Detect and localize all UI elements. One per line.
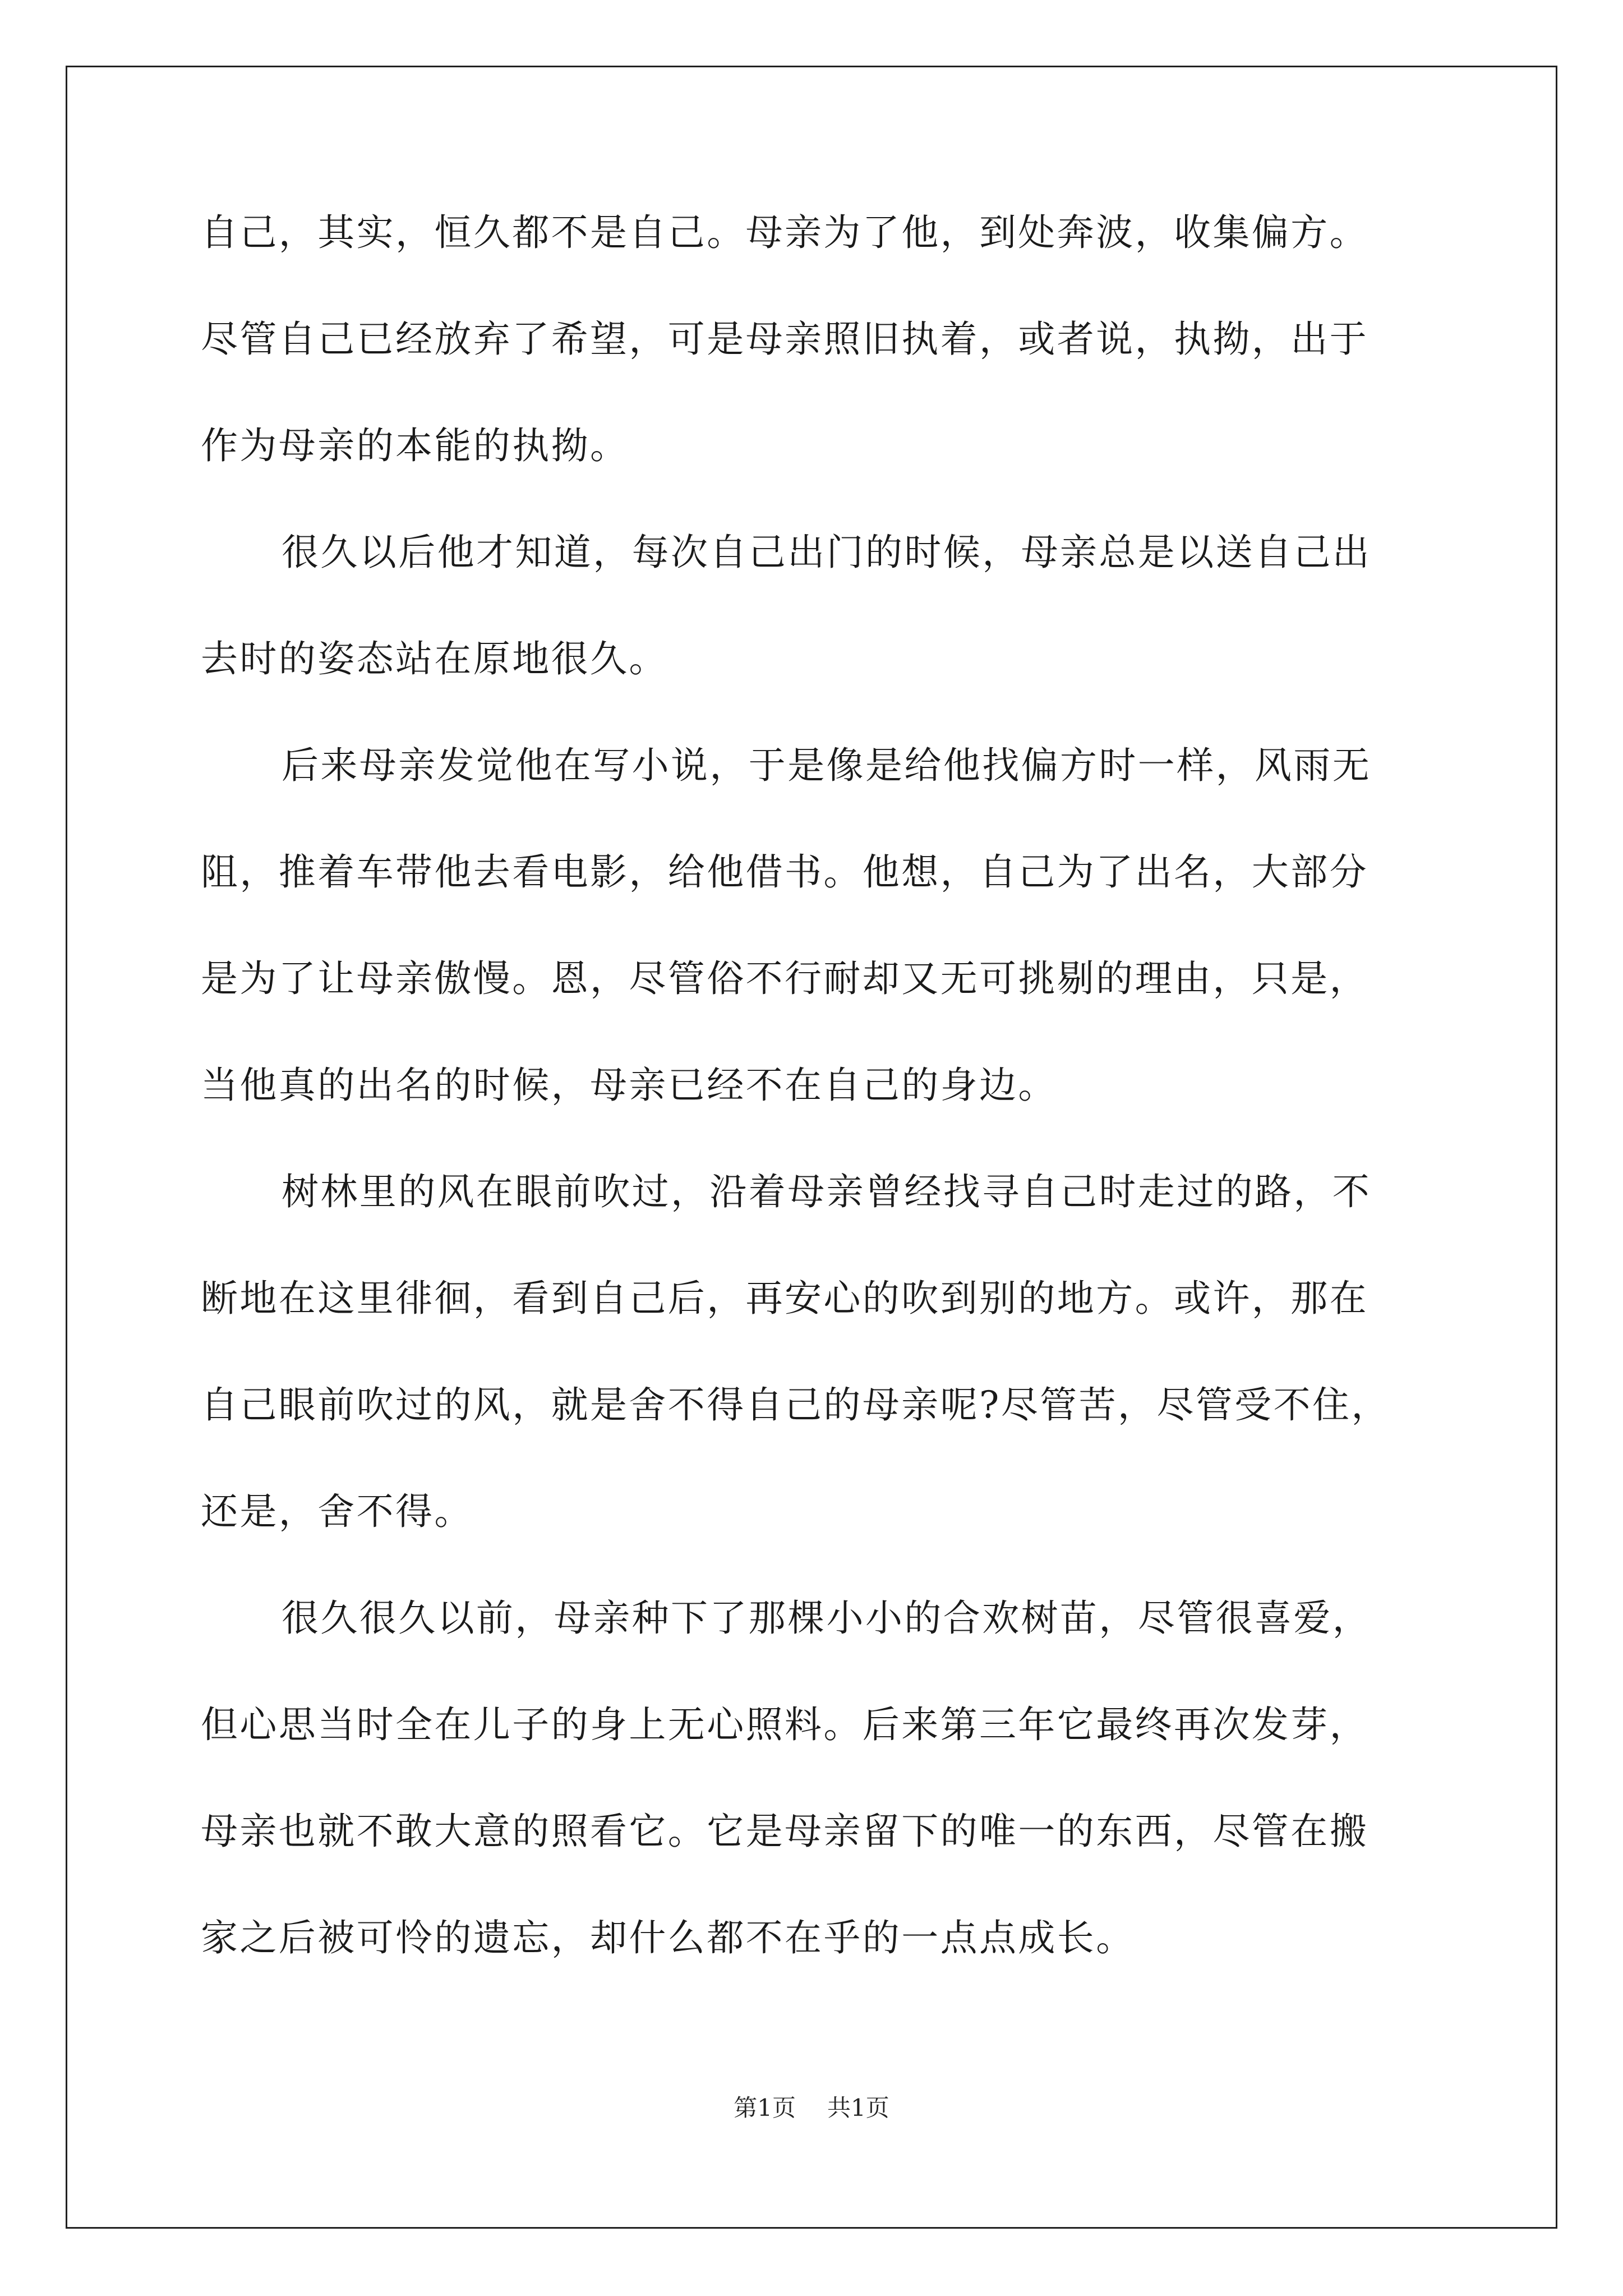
page-number-current: 第1页 xyxy=(734,2094,796,2122)
text-line: 阻，推着车带他去看电影，给他借书。他想，自己为了出名，大部分 xyxy=(201,850,1368,894)
text-line: 断地在这里徘徊，看到自己后，再安心的吹到别的地方。或许，那在 xyxy=(201,1277,1368,1320)
text-line: 很久以后他才知道，每次自己出门的时候，母亲总是以送自己出 xyxy=(282,531,1372,574)
text-line: 还是，舍不得。 xyxy=(201,1490,473,1533)
text-line: 尽管自己已经放弃了希望，可是母亲照旧执着，或者说，执拗，出于 xyxy=(201,318,1368,361)
text-line: 树林里的风在眼前吹过，沿着母亲曾经找寻自己时走过的路，不 xyxy=(282,1170,1372,1213)
text-line: 母亲也就不敢大意的照看它。它是母亲留下的唯一的东西，尽管在搬 xyxy=(201,1810,1368,1853)
text-line: 当他真的出名的时候，母亲已经不在自己的身边。 xyxy=(201,1064,1057,1107)
text-line: 但心思当时全在儿子的身上无心照料。后来第三年它最终再次发芽， xyxy=(201,1703,1368,1746)
page-number-total: 共1页 xyxy=(827,2094,889,2122)
page-footer xyxy=(0,2090,1623,2123)
text-line: 后来母亲发觉他在写小说，于是像是给他找偏方时一样，风雨无 xyxy=(282,744,1372,787)
text-line: 作为母亲的本能的执拗。 xyxy=(201,424,629,467)
text-line: 是为了让母亲傲慢。恩，尽管俗不行耐却又无可挑剔的理由，只是， xyxy=(201,957,1368,1000)
text-line: 很久很久以前，母亲种下了那棵小小的合欢树苗，尽管很喜爱， xyxy=(282,1596,1372,1640)
text-line: 自己眼前吹过的风，就是舍不得自己的母亲呢?尽管苦，尽管受不住， xyxy=(201,1383,1390,1427)
text-line: 去时的姿态站在原地很久。 xyxy=(201,637,668,680)
text-line: 自己，其实，恒久都不是自己。母亲为了他，到处奔波，收集偏方。 xyxy=(201,211,1368,254)
text-line: 家之后被可怜的遗忘，却什么都不在乎的一点点成长。 xyxy=(201,1916,1135,1959)
document-body xyxy=(201,180,1435,1991)
